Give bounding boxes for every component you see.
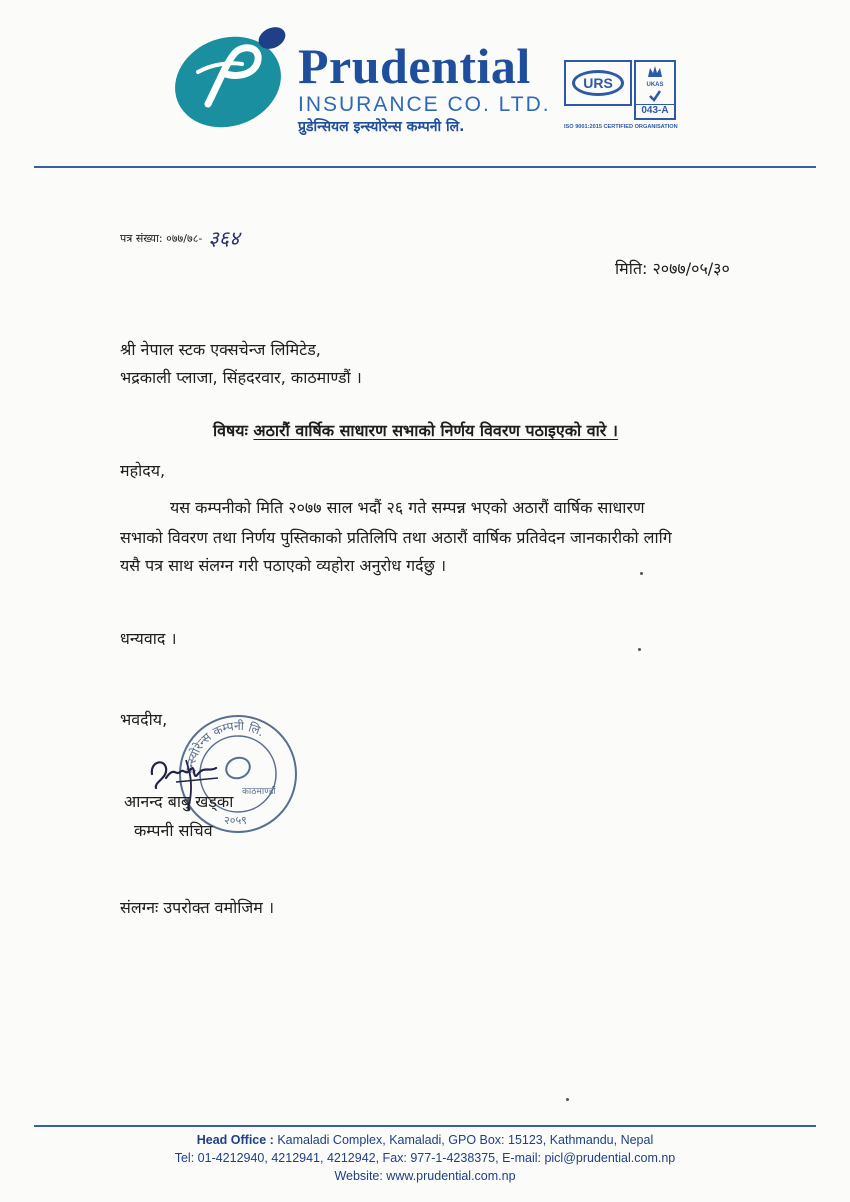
subject-label: विषयः <box>213 421 248 440</box>
letter-subject <box>213 420 618 442</box>
recipient-name: श्री नेपाल स्टक एक्सचेन्ज लिमिटेड, <box>120 340 321 359</box>
certification-badge <box>564 60 676 134</box>
body-line-2: सभाको विवरण तथा निर्णय पुस्तिकाको प्रतिलिपि तथा अठारौं वार्षिक प्रतिवेदन जानकारीको लागि <box>120 528 672 547</box>
head-office-label: Head Office : <box>196 1133 274 1147</box>
seal-text-side: काठमाण्डौं <box>242 787 276 797</box>
urs-badge <box>564 60 632 106</box>
head-office-address: Kamaladi Complex, Kamaladi, GPO Box: 15123, Kathmandu, Nepal <box>277 1133 654 1147</box>
letter-date: मिति: २०७७/०५/३० <box>615 259 730 278</box>
brand-subtitle: INSURANCE CO. LTD. <box>298 93 551 116</box>
closing-line: भवदीय, <box>120 710 168 729</box>
cert-code: 043-A <box>636 104 674 116</box>
body-line-1: यस कम्पनीको मिति २०७७ साल भदौं २६ गते सम्पन्न भएको अठारौं वार्षिक साधारण <box>170 498 645 517</box>
salutation: महोदय, <box>120 461 166 480</box>
urs-label: URS <box>572 70 624 96</box>
body-line-3: यसै पत्र साथ संलग्न गरी पठाएको व्यहोरा अनुरोध गर्दछु । <box>120 556 447 575</box>
reference-number <box>120 226 240 250</box>
footer-divider <box>34 1125 816 1127</box>
enclosure-note: संलग्नः उपरोक्त वमोजिम । <box>120 898 275 917</box>
seal-text-top: इन्स्योरेन्स कम्पनी लि. <box>182 718 267 775</box>
reference-label: पत्र संख्या: ०७७/७८- <box>120 232 203 245</box>
iso-certification-text: ISO 9001:2015 CERTIFIED ORGANISATION <box>564 124 678 130</box>
signatory-designation: कम्पनी सचिव <box>134 821 213 840</box>
subject-text: अठारौं वार्षिक साधारण सभाको निर्णय विवरण पठाइएको वारे । <box>253 421 618 440</box>
prudential-logo-icon <box>168 20 296 132</box>
recipient-address: भद्रकाली प्लाजा, सिंहदरवार, काठमाण्डौं । <box>120 368 362 387</box>
brand-name: Prudential <box>298 38 531 94</box>
footer-contact: Tel: 01-4212940, 4212941, 4212942, Fax: 977-1-4238375, E-mail: picl@prudential.com.np <box>174 1151 676 1165</box>
footer-head-office <box>0 1131 850 1149</box>
signatory-name: आनन्द बाबु खड्का <box>124 792 234 811</box>
scan-speck <box>640 572 643 575</box>
brand-local-name: प्रुडेन्सियल इन्स्योरेन्स कम्पनी लि. <box>298 119 465 135</box>
scan-speck <box>638 648 641 651</box>
reference-handwritten-number: ३६४ <box>208 226 240 250</box>
ukas-badge <box>634 60 676 120</box>
header-divider <box>34 166 816 168</box>
thanks-line: धन्यवाद । <box>120 629 177 648</box>
seal-year: २०५९ <box>224 814 247 827</box>
scan-speck <box>566 1098 569 1101</box>
footer-website: Website: www.prudential.com.np <box>334 1169 516 1183</box>
ukas-label: UKAS <box>646 82 664 88</box>
crown-icon <box>646 64 664 80</box>
checkmark-icon <box>648 89 662 103</box>
